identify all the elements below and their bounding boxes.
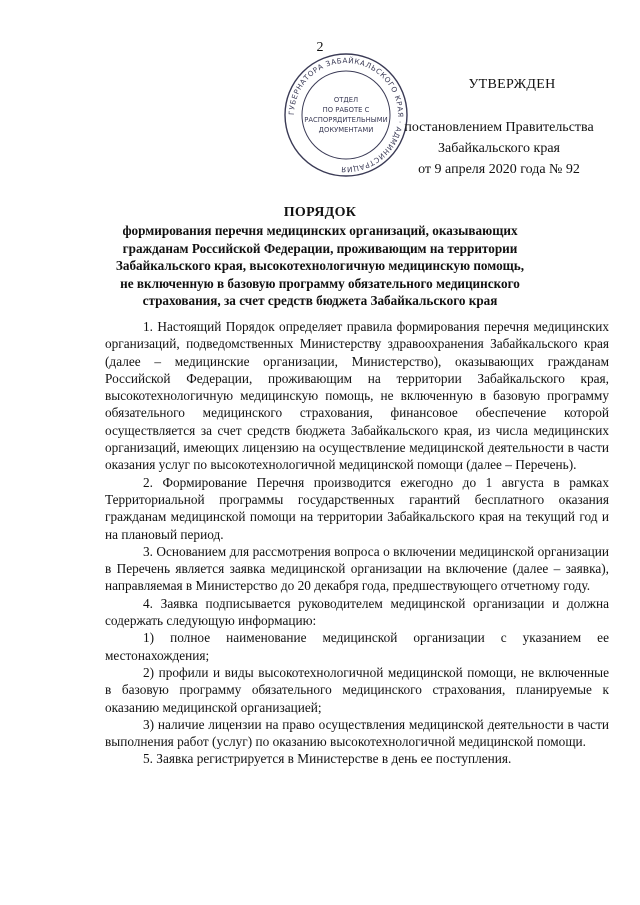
approved-label: УТВЕРЖДЕН <box>468 77 556 92</box>
stamp-outer-text: ГУБЕРНАТОРА ЗАБАЙКАЛЬСКОГО КРАЯ · АДМИНИСТРАЦИЯ <box>286 55 406 175</box>
stamp-inner-line: ОТДЕЛ <box>333 96 359 104</box>
paragraph: 5. Заявка регистрируется в Министерстве в день ее поступления. <box>143 751 512 767</box>
approval-line: Забайкальского края <box>437 141 560 156</box>
paragraph: 3. Основанием для рассмотрения вопроса о включении медицинской организации в Перечень является заявка медицинской организации на включение (далее – заявка), направляемая в Министерство до 20 декабря года, предшествующего отчетному году. <box>105 543 609 594</box>
list-item: 2) профили и виды высокотехнологичной медицинской помощи, не включенные в базовую программу обязательного медицинского страхования, планируемые к оказанию медицинской организацией; <box>105 664 609 715</box>
document-body <box>105 318 609 768</box>
paragraph: 1. Настоящий Порядок определяет правила формирования перечня медицинских организаций, подведомственных Министерству здравоохранения Забайкальского края (далее – медицинские организации, Министерство), оказывающих гражданам Российской Федерации, проживающим на территории Забайкальского края, высокотехнологичную медицинскую помощь, не включенную в базовую программу обязательного медицинского страхования, финансовое обеспечение которой осуществляется за счет средств бюджета Забайкальского края, из числа медицинских организаций, имеющих лицензию на осуществление медицинской деятельности в части оказания услуг по высокотехнологичной медицинской помощи (далее – Перечень). <box>105 319 609 473</box>
stamp-inner-line: ПО РАБОТЕ С <box>322 106 370 114</box>
paragraph: 4. Заявка подписывается руководителем медицинской организации и должна содержать следующую информацию: <box>105 595 609 629</box>
approval-block <box>384 74 614 180</box>
stamp-inner-line: ДОКУМЕНТАМИ <box>318 126 374 134</box>
document-title <box>112 204 528 309</box>
page-number: 2 <box>316 40 324 55</box>
title-heading: ПОРЯДОК <box>283 205 357 220</box>
paragraph: 2. Формирование Перечня производится ежегодно до 1 августа в рамках Территориальной программы государственных гарантий бесплатного оказания гражданам медицинской помощи на территории Забайкальского края на текущий год и на плановый период. <box>105 474 609 542</box>
approval-line: от 9 апреля 2020 года № 92 <box>418 162 580 177</box>
list-item: 3) наличие лицензии на право осуществления медицинской деятельности в части выполнения работ (услуг) по оказанию высокотехнологичной медицинской помощи. <box>105 716 609 750</box>
title-subtitle: формирования перечня медицинских организаций, оказывающих гражданам Российской Федерации, проживающим на территории Забайкальского края, высокотехнологичную медицинскую помощь, не включенную в базовую программу обязательного медицинского страхования, за счет средств бюджета Забайкальского края <box>115 223 525 309</box>
approval-line: постановлением Правительства <box>404 120 594 135</box>
stamp-inner-line: РАСПОРЯДИТЕЛЬНЫМИ <box>304 116 388 124</box>
list-item: 1) полное наименование медицинской организации с указанием ее местонахождения; <box>105 630 609 663</box>
